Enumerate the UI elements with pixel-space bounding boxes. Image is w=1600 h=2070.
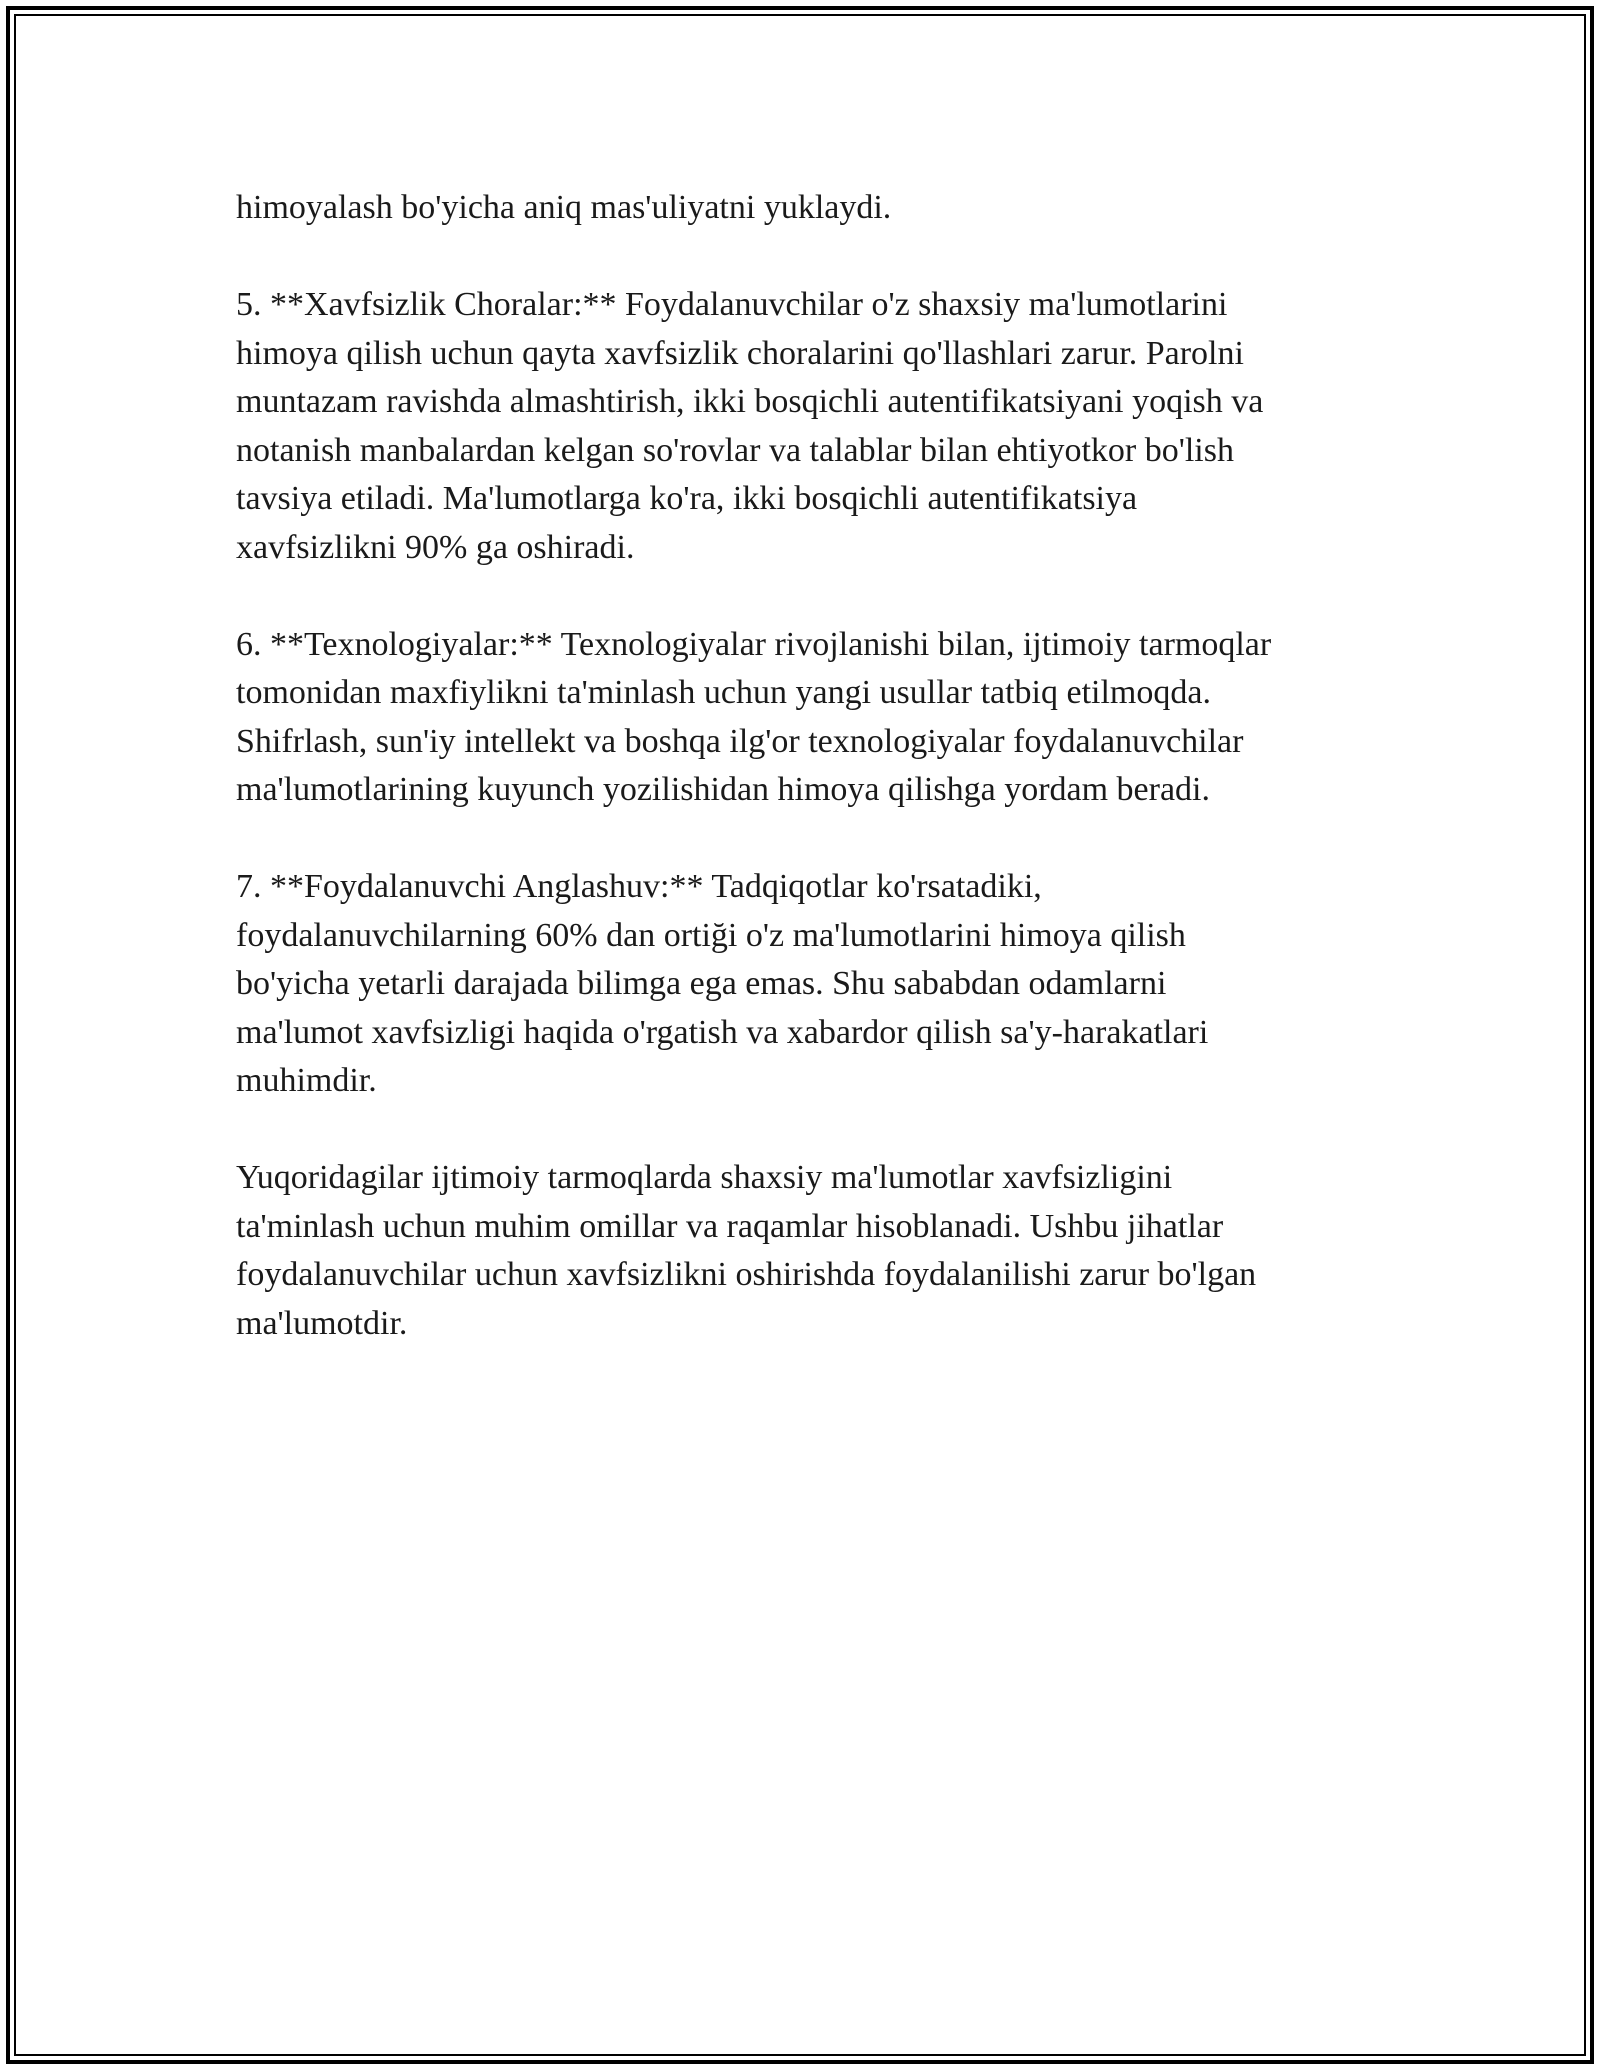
paragraph-technologies: 6. **Texnologiyalar:** Texnologiyalar rivojlanishi bilan, ijtimoiy tarmoqlar tomonidan maxfiylikni ta'minlash uchun yangi usullar tatbiq etilmoqda. Shifrlash, sun'iy intellekt va boshqa ilg'or texnologiyalar foydalanuvchilar ma'lumotlarining kuyunch yozilishidan himoya qilishga yordam beradi.	[236, 625, 1272, 808]
paragraph-continuation: himoyalash bo'yicha aniq mas'uliyatni yuklaydi.	[236, 189, 892, 226]
paragraph-security-measures: 5. **Xavfsizlik Choralar:** Foydalanuvchilar o'z shaxsiy ma'lumotlarini himoya qilish uchun qayta xavfsizlik choralarini qo'llashlari zarur. Parolni muntazam ravishda almashtirish, ikki bosqichli autentifikatsiyani yoqish va notanish manbalardan kelgan so'rovlar va talablar bilan ehtiyotkor bo'lish tavsiya etiladi. Ma'lumotlarga ko'ra, ikki bosqichli autentifikatsiya xavfsizlikni 90% ga oshiradi.	[236, 286, 1264, 566]
paragraph-conclusion: Yuqoridagilar ijtimoiy tarmoqlarda shaxsiy ma'lumotlar xavfsizligini ta'minlash uchun muhim omillar va raqamlar hisoblanadi. Ushbu jihatlar foydalanuvchilar uchun xavfsizlikni oshirishda foydalanilishi zarur bo'lgan ma'lumotdir.	[236, 1159, 1257, 1342]
paragraph-user-awareness: 7. **Foydalanuvchi Anglashuv:** Tadqiqotlar ko'rsatadiki, foydalanuvchilarning 60% dan ortiği o'z ma'lumotlarini himoya qilish bo'yicha yetarli darajada bilimga ega emas. Shu sababdan odamlarni ma'lumot xavfsizligi haqida o'rgatish va xabardor qilish sa'y-harakatlari muhimdir.	[236, 868, 1209, 1099]
document-body	[236, 184, 1366, 1397]
